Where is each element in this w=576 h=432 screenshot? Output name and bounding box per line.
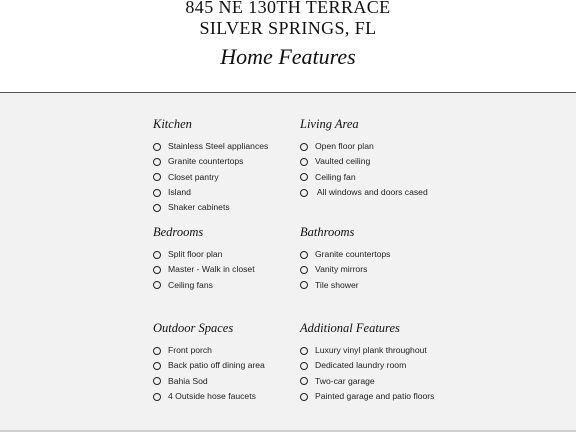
section-title: Living Area	[300, 117, 359, 131]
circle-bullet-icon	[300, 266, 308, 274]
section-additional-features	[300, 321, 434, 404]
circle-bullet-icon	[300, 377, 308, 385]
list-item	[300, 343, 434, 358]
feature-label: Vanity mirrors	[315, 264, 368, 275]
list-item	[300, 262, 390, 277]
circle-bullet-icon	[153, 362, 161, 370]
feature-list	[300, 247, 390, 293]
circle-bullet-icon	[300, 189, 308, 197]
section-living-area	[300, 117, 428, 200]
address-line-2: SILVER SPRINGS, FL	[199, 18, 377, 38]
address-line-1: 845 NE 130TH TERRACE	[185, 0, 391, 17]
feature-label: Master - Walk in closet	[168, 264, 255, 275]
section-title: Bedrooms	[153, 225, 204, 239]
feature-label: Open floor plan	[315, 141, 374, 151]
feature-list	[300, 343, 434, 404]
feature-label: Front porch	[168, 345, 212, 355]
circle-bullet-icon	[153, 281, 161, 289]
circle-bullet-icon	[153, 143, 161, 151]
feature-label: Island	[168, 186, 191, 197]
feature-label: Split floor plan	[168, 249, 223, 259]
feature-label: Shaker cabinets	[168, 202, 230, 213]
feature-label: Dedicated laundry room	[315, 360, 407, 371]
feature-label: Granite countertops	[315, 249, 391, 259]
feature-label: Luxury vinyl plank throughout	[315, 345, 427, 355]
list-item	[153, 170, 268, 185]
circle-bullet-icon	[153, 377, 161, 385]
feature-list	[153, 139, 268, 215]
feature-label: Granite countertops	[168, 156, 244, 167]
feature-label: Ceiling fan	[315, 171, 356, 182]
circle-bullet-icon	[300, 362, 308, 370]
list-item	[300, 247, 390, 262]
circle-bullet-icon	[153, 189, 161, 197]
header	[0, 0, 576, 92]
section-title: Outdoor Spaces	[153, 321, 234, 335]
list-item	[153, 200, 268, 215]
circle-bullet-icon	[153, 393, 161, 401]
feature-label: Vaulted ceiling	[315, 156, 371, 167]
section-title: Bathrooms	[300, 225, 355, 239]
list-item	[153, 247, 255, 262]
feature-label: Stainless Steel appliances	[168, 141, 269, 151]
circle-bullet-icon	[300, 393, 308, 401]
list-item	[300, 185, 428, 200]
circle-bullet-icon	[153, 158, 161, 166]
feature-label: Bahia Sod	[168, 375, 208, 386]
list-item	[153, 139, 268, 154]
feature-label: Two-car garage	[315, 375, 375, 386]
section-outdoor-spaces	[153, 321, 265, 404]
circle-bullet-icon	[153, 251, 161, 259]
feature-label: Closet pantry	[168, 171, 219, 182]
feature-list	[153, 247, 255, 293]
circle-bullet-icon	[300, 281, 308, 289]
list-item	[153, 278, 255, 293]
section-title: Additional Features	[300, 321, 400, 335]
section-title: Kitchen	[153, 117, 192, 131]
feature-label: Back patio off dining area	[168, 360, 265, 371]
feature-label: Ceiling fans	[168, 279, 213, 290]
list-item	[153, 343, 265, 358]
list-item	[153, 389, 265, 404]
feature-label: All windows and doors cased	[315, 186, 428, 197]
list-item	[300, 389, 434, 404]
section-bedrooms	[153, 225, 255, 293]
section-kitchen	[153, 117, 268, 215]
list-item	[153, 374, 265, 389]
section-bathrooms	[300, 225, 390, 293]
feature-label: Tile shower	[315, 279, 359, 290]
feature-list	[153, 343, 265, 404]
list-item	[153, 154, 268, 169]
circle-bullet-icon	[300, 173, 308, 181]
list-item	[300, 170, 428, 185]
feature-list	[300, 139, 428, 200]
list-item	[300, 374, 434, 389]
list-item	[300, 358, 434, 373]
list-item	[153, 262, 255, 277]
circle-bullet-icon	[153, 347, 161, 355]
circle-bullet-icon	[153, 173, 161, 181]
circle-bullet-icon	[300, 158, 308, 166]
features-panel	[0, 93, 576, 432]
page-title: Home Features	[220, 44, 356, 69]
list-item	[300, 139, 428, 154]
circle-bullet-icon	[300, 251, 308, 259]
list-item	[300, 278, 390, 293]
circle-bullet-icon	[153, 266, 161, 274]
circle-bullet-icon	[300, 347, 308, 355]
list-item	[153, 358, 265, 373]
feature-label: 4 Outside hose faucets	[168, 390, 256, 401]
list-item	[153, 185, 268, 200]
circle-bullet-icon	[153, 204, 161, 212]
list-item	[300, 154, 428, 169]
feature-label: Painted garage and patio floors	[315, 390, 435, 401]
circle-bullet-icon	[300, 143, 308, 151]
